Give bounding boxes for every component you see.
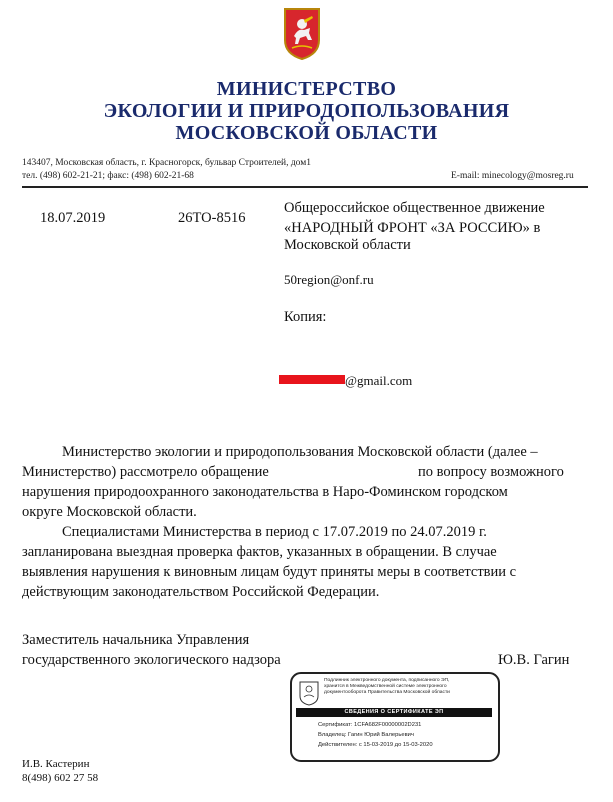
addressee-line-1: Общероссийское общественное движение: [284, 200, 545, 216]
stamp-header-line-1: Подлинник электронного документа, подписанного ЭП,: [324, 678, 450, 683]
executor-phone: 8(498) 602 27 58: [22, 772, 99, 784]
electronic-signature-stamp: [290, 672, 500, 762]
header-divider: [22, 186, 588, 188]
coat-of-arms-emblem: [282, 6, 322, 60]
letter-date: 18.07.2019: [40, 210, 106, 226]
stamp-certificate-validity: Действителен: с 15-03-2019 до 15-03-2020: [318, 742, 433, 748]
ministry-email: E-mail: minecology@mosreg.ru: [451, 171, 574, 181]
signatory-position-line-1: Заместитель начальника Управления: [22, 632, 250, 648]
copy-label: Копия:: [284, 309, 327, 325]
executor-name: И.В. Кастерин: [22, 758, 90, 770]
ministry-title-line-3: МОСКОВСКОЙ ОБЛАСТИ: [175, 122, 438, 144]
body-p2-line-1: Специалистами Министерства в период с 17.07.2019 по 24.07.2019 г.: [62, 524, 487, 540]
copy-email: @gmail.com: [345, 373, 413, 388]
body-p2-line-3: выявления нарушения к виновным лицам будут приняты меры в соответствии с: [22, 564, 517, 580]
body-p2-line-2: запланирована выездная проверка фактов, указанных в обращении. В случае: [22, 544, 497, 560]
body-p1-line-3: нарушения природоохранного законодательства в Наро-Фоминском городском: [22, 484, 508, 500]
redacted-email-bar: [279, 375, 345, 384]
body-p1-line-1: Министерство экологии и природопользования Московской области (далее –: [62, 444, 538, 460]
addressee-email: 50region@onf.ru: [284, 272, 374, 287]
letter-number: 26ТО-8516: [178, 210, 246, 226]
ministry-address: 143407, Московская область, г. Красногорск, бульвар Строителей, дом1: [22, 158, 312, 168]
body-p2-line-4: действующим законодательством Российской Федерации.: [22, 584, 380, 600]
signatory-name: Ю.В. Гагин: [498, 652, 570, 668]
stamp-certificate-heading: СВЕДЕНИЯ О СЕРТИФИКАТЕ ЭП: [296, 708, 492, 717]
body-p1-line-4: округе Московской области.: [22, 504, 197, 520]
ministry-title-line-2: ЭКОЛОГИИ И ПРИРОДОПОЛЬЗОВАНИЯ: [103, 100, 510, 122]
stamp-header-line-2: хранится в Межведомственной системе электронного: [324, 684, 447, 689]
stamp-emblem-icon: [298, 680, 320, 706]
stamp-certificate-number: Сертификат: 1CFA682F00000002D231: [318, 722, 422, 728]
addressee-line-2: «НАРОДНЫЙ ФРОНТ «ЗА РОССИЮ» в: [284, 220, 541, 236]
signatory-position-line-2: государственного экологического надзора: [22, 652, 281, 668]
ministry-phone-fax: тел. (498) 602-21-21; факс: (498) 602-21-68: [22, 171, 194, 181]
stamp-certificate-owner: Владелец: Гагин Юрий Валерьевич: [318, 732, 414, 738]
body-p1-line-2b: по вопросу возможного: [418, 464, 564, 480]
ministry-title-line-1: МИНИСТЕРСТВО: [216, 78, 397, 100]
body-p1-line-2a: Министерство) рассмотрело обращение: [22, 464, 269, 480]
addressee-line-3: Московской области: [284, 237, 411, 253]
stamp-header-text: [324, 678, 492, 696]
stamp-header-line-3: документооборота Правительства Московской области: [324, 690, 450, 695]
